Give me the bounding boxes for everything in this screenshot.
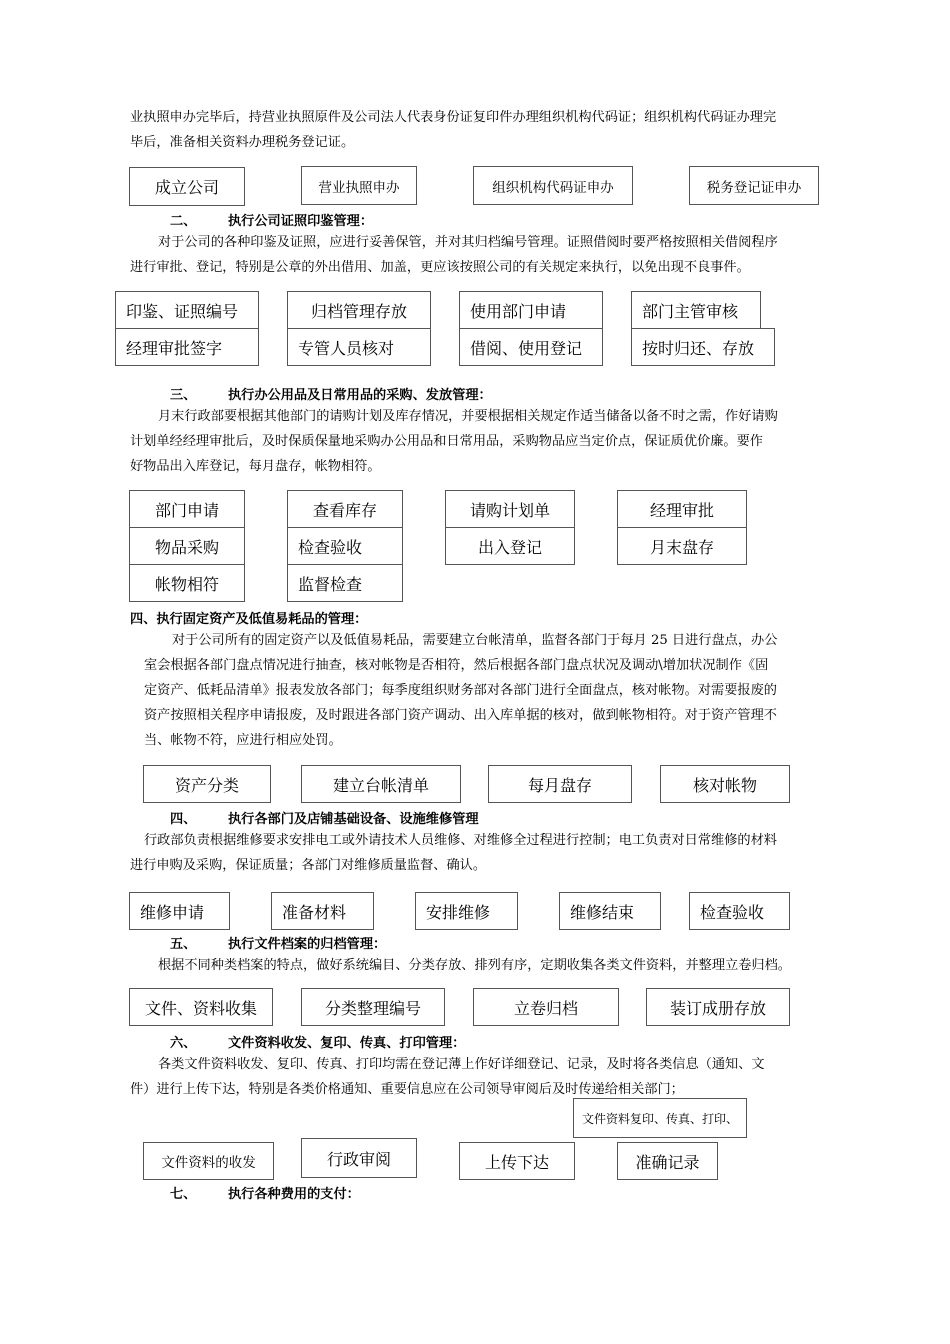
flow-box: 归档管理存放	[287, 291, 431, 329]
flow-box: 月末盘存	[617, 527, 747, 565]
flow-box: 分类整理编号	[301, 988, 445, 1026]
flow-box: 建立台帐清单	[301, 765, 461, 803]
section-heading: 四、执行固定资产及低值易耗品的管理：	[130, 612, 368, 627]
flow-box: 检查验收	[287, 527, 403, 565]
section-heading: 四、 执行各部门及店铺基础设备、设施维修管理	[170, 812, 479, 827]
paragraph-line: 室会根据各部门盘点情况进行抽查，核对帐物是否相符，然后根据各部门盘点状况及调动\增加状况制作《固	[144, 658, 769, 673]
flow-box: 检查验收	[689, 892, 790, 930]
paragraph-line: 对于公司所有的固定资产以及低值易耗品，需要建立台帐清单，监督各部门于每月 25 日进行盘点，办公	[172, 633, 778, 648]
paragraph-line: 毕后，准备相关资料办理税务登记证。	[130, 135, 355, 150]
paragraph-line: 对于公司的各种印鉴及证照，应进行妥善保管，并对其归档编号管理。证照借阅时要严格按照相关借阅程序	[158, 235, 778, 250]
flow-box: 每月盘存	[488, 765, 632, 803]
paragraph-line: 进行申购及采购，保证质量；各部门对维修质量监督、确认。	[130, 858, 487, 873]
flow-box: 部门主管审核	[631, 291, 761, 329]
flow-box: 文件、资料收集	[129, 988, 273, 1026]
flow-box: 查看库存	[287, 490, 403, 528]
paragraph-line: 月末行政部要根据其他部门的请购计划及库存情况，并要根据相关规定作适当储备以备不时之需，作好请购	[158, 409, 778, 424]
section-heading: 六、 文件资料收发、复印、传真、打印管理：	[170, 1036, 466, 1051]
paragraph-line: 根据不同种类档案的特点，做好系统编目、分类存放、排列有序，定期收集各类文件资料，并整理立卷归档。	[158, 958, 791, 973]
flow-box: 安排维修	[415, 892, 518, 930]
paragraph-line: 进行审批、登记，特别是公章的外出借用、加盖，更应该按照公司的有关规定来执行，以免出现不良事件。	[130, 260, 750, 275]
flow-box: 准确记录	[617, 1142, 718, 1180]
flow-box: 请购计划单	[445, 490, 575, 528]
flow-box: 准备材料	[271, 892, 374, 930]
flow-box: 维修申请	[129, 892, 230, 930]
flow-box: 使用部门申请	[459, 291, 603, 329]
flow-box: 借阅、使用登记	[459, 328, 603, 366]
paragraph-line: 计划单经经理审批后，及时保质保量地采购办公用品和日常用品，采购物品应当定价点，保证质优价廉。要作	[130, 434, 763, 449]
flow-box: 营业执照申办	[301, 166, 417, 205]
flow-box: 印鉴、证照编号	[115, 291, 259, 329]
flow-box: 组织机构代码证申办	[473, 166, 633, 205]
section-heading: 三、 执行办公用品及日常用品的采购、发放管理：	[170, 388, 492, 403]
flow-box: 维修结束	[559, 892, 661, 930]
paragraph-line: 行政部负责根据维修要求安排电工或外请技术人员维修、对维修全过程进行控制；电工负责对日常维修的材料	[144, 833, 777, 848]
flow-box: 文件资料复印、传真、打印、	[573, 1098, 747, 1138]
flow-box: 出入登记	[445, 527, 575, 565]
paragraph-line: 当、帐物不符，应进行相应处罚。	[144, 733, 342, 748]
flow-box: 成立公司	[129, 167, 245, 206]
paragraph-line: 业执照申办完毕后，持营业执照原件及公司法人代表身份证复印件办理组织机构代码证；组织机构代码证办理完	[130, 110, 777, 125]
flow-box: 专管人员核对	[287, 328, 431, 366]
flow-box: 经理审批签字	[115, 328, 259, 366]
flow-box: 税务登记证申办	[689, 166, 819, 205]
section-heading: 二、 执行公司证照印鉴管理：	[170, 214, 374, 229]
flow-box: 帐物相符	[129, 564, 245, 602]
flow-box: 经理审批	[617, 490, 747, 528]
flow-box: 资产分类	[143, 765, 271, 803]
flow-box: 行政审阅	[301, 1138, 417, 1178]
section-heading: 七、 执行各种费用的支付：	[170, 1187, 360, 1202]
paragraph-line: 资产按照相关程序申请报废，及时跟进各部门资产调动、出入库单据的核对，做到帐物相符。对于资产管理不	[144, 708, 777, 723]
flow-box: 立卷归档	[473, 988, 619, 1026]
paragraph-line: 件）进行上传下达，特别是各类价格通知、重要信息应在公司领导审阅后及时传递给相关部门；	[130, 1082, 684, 1097]
flow-box: 核对帐物	[660, 765, 790, 803]
paragraph-line: 各类文件资料收发、复印、传真、打印均需在登记薄上作好详细登记、记录，及时将各类信息（通知、文	[158, 1057, 765, 1072]
flow-box: 装订成册存放	[646, 988, 790, 1026]
flow-box: 上传下达	[459, 1142, 575, 1180]
flow-box: 监督检查	[287, 564, 403, 602]
flow-box: 文件资料的收发	[143, 1142, 274, 1180]
flow-box: 部门申请	[129, 490, 245, 528]
paragraph-line: 好物品出入库登记，每月盘存，帐物相符。	[130, 459, 381, 474]
flow-box: 按时归还、存放	[631, 328, 775, 366]
flow-box: 物品采购	[129, 527, 245, 565]
paragraph-line: 定资产、低耗品清单》报表发放各部门；每季度组织财务部对各部门进行全面盘点，核对帐物。对需要报废的	[144, 683, 777, 698]
section-heading: 五、 执行文件档案的归档管理：	[170, 937, 387, 952]
